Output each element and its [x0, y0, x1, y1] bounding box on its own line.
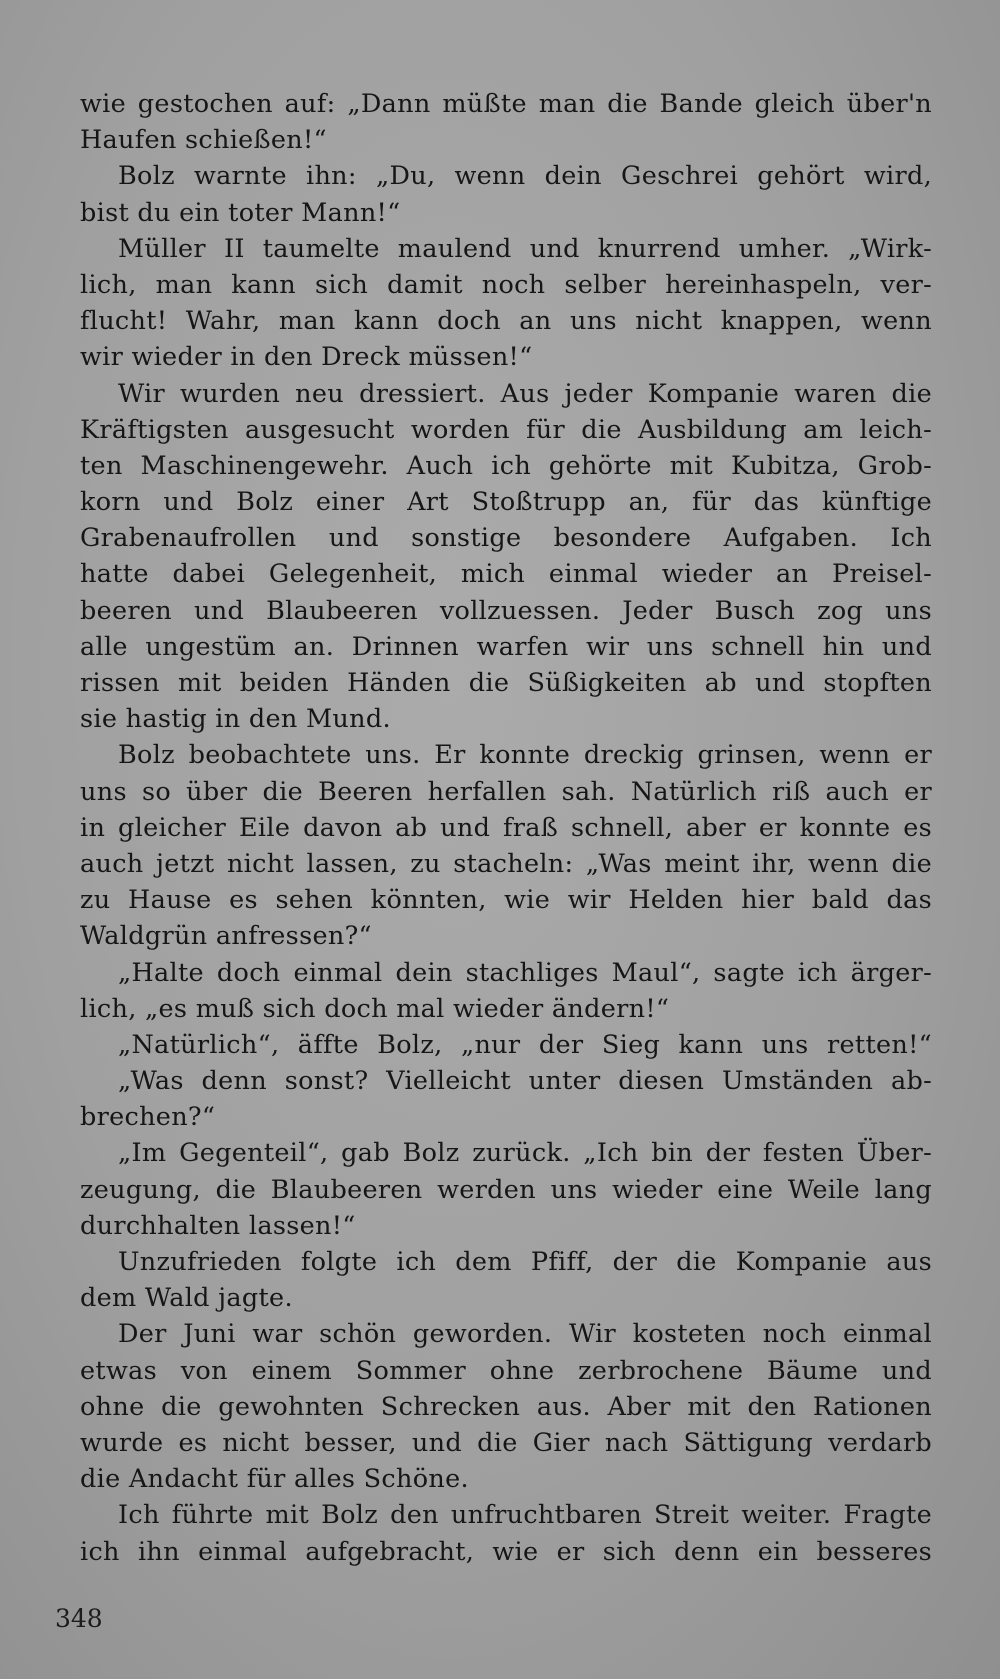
text-line: Grabenaufrollen und sonstige besondere Aufgaben. Ich	[80, 523, 932, 554]
text-line: lich, man kann sich damit noch selber hereinhaspeln, ver-	[80, 269, 932, 300]
text-line: Kräftigsten ausgesucht worden für die Ausbildung am leich-	[80, 414, 932, 445]
text-line: zeugung, die Blaubeeren werden uns wieder eine Weile lang	[80, 1174, 932, 1205]
text-line: „Was denn sonst? Vielleicht unter diesen Umständen ab-	[118, 1066, 932, 1097]
text-line: alle ungestüm an. Drinnen warfen wir uns schnell hin und	[80, 631, 932, 662]
text-line: wurde es nicht besser, und die Gier nach Sättigung verdarb	[80, 1427, 932, 1458]
text-line: auch jetzt nicht lassen, zu stacheln: „Was meint ihr, wenn die	[80, 848, 932, 879]
text-line: bist du ein toter Mann!“	[80, 197, 401, 228]
text-line: Haufen schießen!“	[80, 125, 327, 156]
text-line: lich, „es muß sich doch mal wieder ändern!“	[80, 993, 670, 1024]
text-line: „Im Gegenteil“, gab Bolz zurück. „Ich bin der festen Über-	[118, 1138, 932, 1169]
text-line: sie hastig in den Mund.	[80, 704, 391, 735]
text-line: Der Juni war schön geworden. Wir kosteten noch einmal	[118, 1319, 932, 1350]
text-line: rissen mit beiden Händen die Süßigkeiten ab und stopften	[80, 668, 932, 698]
text-line: Ich führte mit Bolz den unfruchtbaren Streit weiter. Fragte	[118, 1500, 932, 1531]
text-line: uns so über die Beeren herfallen sah. Natürlich riß auch er	[80, 776, 932, 807]
text-line: Bolz beobachtete uns. Er konnte dreckig grinsen, wenn er	[118, 740, 932, 771]
text-line: „Halte doch einmal dein stachliges Maul“, sagte ich ärger-	[118, 957, 932, 988]
text-line: „Natürlich“, äffte Bolz, „nur der Sieg kann uns retten!“	[118, 1029, 932, 1060]
text-line: ohne die gewohnten Schrecken aus. Aber mit den Rationen	[80, 1391, 932, 1422]
body-text	[80, 86, 932, 1570]
text-line: Müller II taumelte maulend und knurrend umher. „Wirk-	[118, 233, 932, 264]
text-line: flucht! Wahr, man kann doch an uns nicht knappen, wenn	[80, 306, 932, 337]
text-line: hatte dabei Gelegenheit, mich einmal wieder an Preisel-	[80, 559, 932, 590]
text-line: durchhalten lassen!“	[80, 1210, 356, 1241]
text-line: zu Hause es sehen könnten, wie wir Helden hier bald das	[80, 885, 932, 916]
text-line: die Andacht für alles Schöne.	[80, 1464, 469, 1495]
text-line: korn und Bolz einer Art Stoßtrupp an, für das künftige	[80, 487, 932, 518]
text-line: brechen?“	[80, 1102, 216, 1133]
text-line: wie gestochen auf: „Dann müßte man die Bande gleich über'n	[80, 89, 932, 119]
text-line: dem Wald jagte.	[80, 1283, 293, 1314]
text-line: Waldgrün anfressen?“	[80, 921, 372, 952]
text-line: beeren und Blaubeeren vollzuessen. Jeder Busch zog uns	[80, 595, 932, 626]
text-line: etwas von einem Sommer ohne zerbrochene Bäume und	[80, 1355, 932, 1386]
text-line: Bolz warnte ihn: „Du, wenn dein Geschrei gehört wird,	[118, 161, 932, 192]
page-number: 348	[55, 1604, 103, 1633]
text-line: Wir wurden neu dressiert. Aus jeder Kompanie waren die	[118, 378, 932, 409]
text-line: ten Maschinengewehr. Auch ich gehörte mit Kubitza, Grob-	[80, 450, 932, 481]
text-line: Unzufrieden folgte ich dem Pfiff, der die Kompanie aus	[118, 1247, 932, 1277]
text-line: ich ihn einmal aufgebracht, wie er sich denn ein besseres	[80, 1536, 932, 1567]
text-line: in gleicher Eile davon ab und fraß schnell, aber er konnte es	[80, 812, 932, 843]
text-line: wir wieder in den Dreck müssen!“	[80, 342, 533, 373]
